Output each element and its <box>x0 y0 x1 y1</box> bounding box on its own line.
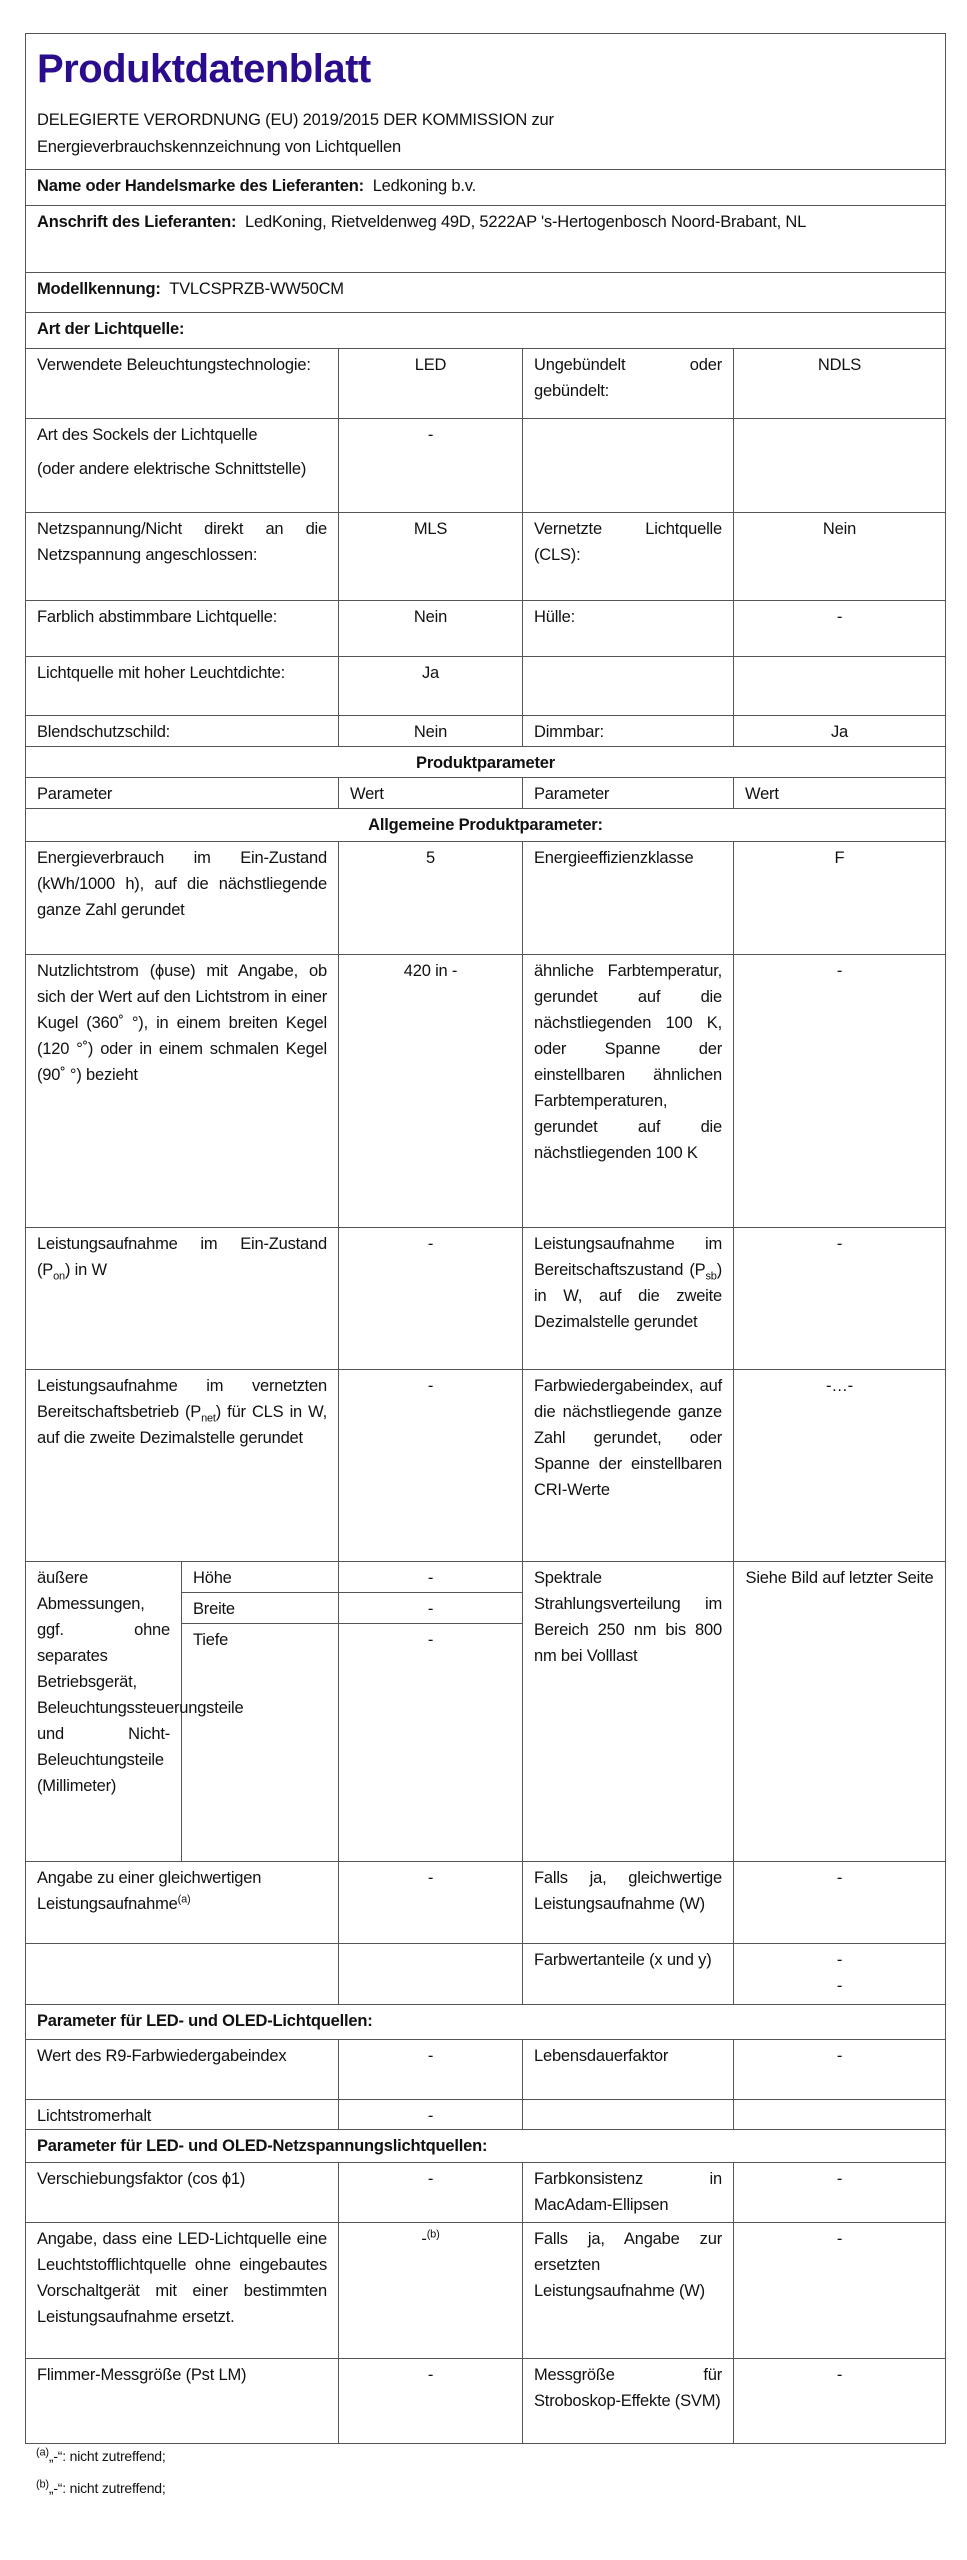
param-cell: Spektrale Strahlungsverteilung im Bereich 250 nm bis 800 nm bei Volllast <box>523 1562 734 1862</box>
value-cell: - <box>339 2359 523 2444</box>
value-cell: Nein <box>339 601 523 657</box>
param-cell <box>523 1228 734 1370</box>
param-cell: Vernetzte Lichtquelle (CLS): <box>523 513 734 601</box>
depth-value: - <box>339 1624 523 1862</box>
value-cell: 5 <box>339 842 523 955</box>
value-cell: - <box>734 2040 946 2100</box>
table-row <box>26 513 946 601</box>
param-cell: Angabe, dass eine LED-Lichtquelle eine Leuchtstofflichtquelle ohne eingebautes Vorschaltgerät mit einer bestimmten Leistungsaufnahme ersetzt. <box>26 2223 339 2359</box>
text: ) für CLS in W, auf die zweite Dezimalstelle gerundet <box>37 1403 328 1447</box>
footnote-mark: (a) <box>36 2446 49 2459</box>
value-cell <box>734 657 946 716</box>
table-row <box>26 2223 946 2359</box>
footnote-ref: (a) <box>177 1893 191 1906</box>
table-row <box>26 1370 946 1562</box>
param-cell: Flimmer-Messgröße (Pst LM) <box>26 2359 339 2444</box>
value-cell: - <box>734 955 946 1228</box>
param-cell: Energieeffizienzklasse <box>523 842 734 955</box>
value-cell: - <box>734 2223 946 2359</box>
value-cell: - <box>339 2100 523 2130</box>
param-cell: Falls ja, Angabe zur ersetzten Leistungsaufnahme (W) <box>523 2223 734 2359</box>
value-cell: F <box>734 842 946 955</box>
text: ) in W <box>64 1261 107 1279</box>
dimensions-label: äußere Abmessungen, ggf. ohne separates Betriebsgerät, Beleuchtungssteuerungsteile und Nicht-Beleuchtungsteile (Millimeter) <box>26 1562 182 1862</box>
column-header: Wert <box>734 778 946 809</box>
table-row <box>26 2163 946 2223</box>
value-cell: Siehe Bild auf letzter Seite <box>734 1562 946 1862</box>
value-cell: - <box>339 419 523 513</box>
param-cell <box>523 419 734 513</box>
subscript: net <box>201 1412 216 1425</box>
socket-label: Art des Sockels der Lichtquelle <box>37 426 258 444</box>
value-cell: LED <box>339 349 523 419</box>
param-cell <box>26 1370 339 1562</box>
value-cell: - <box>339 1370 523 1562</box>
text: Angabe zu einer gleichwertigen Leistungsaufnahme <box>37 1869 262 1913</box>
value-cell: Ja <box>734 716 946 747</box>
led-parameters-heading: Parameter für LED- und OLED-Lichtquellen: <box>26 2005 946 2040</box>
param-cell: Lebensdauerfaktor <box>523 2040 734 2100</box>
value-cell: - <box>734 1228 946 1370</box>
model-value: TVLCSPRZB-WW50CM <box>169 280 344 298</box>
supplier-name-label: Name oder Handelsmarke des Lieferanten: <box>37 177 364 195</box>
param-cell: Farbwiedergabeindex, auf die nächstliegende ganze Zahl gerundet, oder Spanne der einstellbaren CRI-Werte <box>523 1370 734 1562</box>
footnote-ref: (b) <box>426 2228 440 2241</box>
value-cell: Nein <box>734 513 946 601</box>
value-cell: - <box>734 601 946 657</box>
table-row <box>26 1862 946 1944</box>
socket-label-sub: (oder andere elektrische Schnittstelle) <box>37 460 307 478</box>
text: Leistungsaufnahme im Bereitschaftszustand (P <box>534 1235 722 1279</box>
subscript: sb <box>705 1270 717 1283</box>
supplier-address-value: LedKoning, Rietveldenweg 49D, 5222AP 's-Hertogenbosch Noord-Brabant, NL <box>245 213 807 231</box>
chromaticity-y: - <box>836 1977 843 1995</box>
table-row <box>26 716 946 747</box>
value-cell: - <box>339 1228 523 1370</box>
param-cell: Blendschutzschild: <box>26 716 339 747</box>
regulation-line-1: DELEGIERTE VERORDNUNG (EU) 2019/2015 DER KOMMISSION zur <box>37 111 554 129</box>
height-label: Höhe <box>182 1562 339 1593</box>
footnote-b <box>36 2480 166 2496</box>
table-row <box>26 1228 946 1370</box>
footnote-a <box>36 2448 166 2464</box>
table-row <box>26 1562 946 1593</box>
param-cell <box>26 1228 339 1370</box>
light-source-type-heading: Art der Lichtquelle: <box>26 313 946 349</box>
value-cell <box>734 419 946 513</box>
supplier-name-row <box>26 170 946 206</box>
param-cell: Nutzlichtstrom (ϕuse) mit Angabe, ob sich der Wert auf den Lichtstrom in einer Kugel (360˚ °), in einem breiten Kegel (120 °˚) oder in einem schmalen Kegel (90˚ °) bezieht <box>26 955 339 1228</box>
table-row <box>26 657 946 716</box>
param-cell: Messgröße für Stroboskop-Effekte (SVM) <box>523 2359 734 2444</box>
header-cell <box>26 34 946 170</box>
column-header: Wert <box>339 778 523 809</box>
param-cell: Farblich abstimmbare Lichtquelle: <box>26 601 339 657</box>
column-header: Parameter <box>523 778 734 809</box>
height-value: - <box>339 1562 523 1593</box>
text: Leistungsaufnahme im vernetzten Bereitschaftsbetrieb (P <box>37 1377 327 1421</box>
text: Leistungsaufnahme im Ein-Zustand (P <box>37 1235 327 1279</box>
param-cell: Dimmbar: <box>523 716 734 747</box>
regulation-line-2: Energieverbrauchskennzeichnung von Lichtquellen <box>37 138 401 156</box>
value-cell: NDLS <box>734 349 946 419</box>
table-row <box>26 2100 946 2130</box>
subscript: on <box>53 1270 65 1283</box>
width-label: Breite <box>182 1593 339 1624</box>
product-datasheet-table <box>25 33 946 2444</box>
footnote-mark: (b) <box>36 2478 49 2491</box>
table-row <box>26 1944 946 2005</box>
value-cell: - <box>339 2040 523 2100</box>
page-title: Produktdatenblatt <box>37 47 371 91</box>
product-parameters-heading: Produktparameter <box>26 747 946 778</box>
general-parameters-heading: Allgemeine Produktparameter: <box>26 809 946 842</box>
param-cell: Farbwertanteile (x und y) <box>523 1944 734 2005</box>
empty-cell <box>26 1944 339 2005</box>
text: ) in W, auf die zweite Dezimalstelle gerundet <box>534 1261 722 1331</box>
table-row <box>26 2359 946 2444</box>
param-cell: Lichtquelle mit hoher Leuchtdichte: <box>26 657 339 716</box>
text: - <box>421 2230 427 2248</box>
value-cell <box>734 1944 946 2005</box>
param-cell: Verschiebungsfaktor (cos ϕ1) <box>26 2163 339 2223</box>
param-cell: Energieverbrauch im Ein-Zustand (kWh/1000 h), auf die nächstliegende ganze Zahl gerundet <box>26 842 339 955</box>
model-row <box>26 273 946 313</box>
width-value: - <box>339 1593 523 1624</box>
value-cell: Ja <box>339 657 523 716</box>
value-cell: - <box>734 2359 946 2444</box>
table-row <box>26 601 946 657</box>
value-cell <box>339 2223 523 2359</box>
param-cell <box>523 657 734 716</box>
value-cell: - <box>339 2163 523 2223</box>
value-cell: 420 in - <box>339 955 523 1228</box>
value-cell: - <box>734 1862 946 1944</box>
value-cell: Nein <box>339 716 523 747</box>
table-row <box>26 419 946 513</box>
param-cell: ähnliche Farbtemperatur, gerundet auf die nächstliegenden 100 K, oder Spanne der einstellbaren ähnlichen Farbtemperaturen, gerundet auf die nächstliegenden 100 K <box>523 955 734 1228</box>
empty-cell <box>523 2100 734 2130</box>
footnote-text: „-“: nicht zutreffend; <box>48 2480 166 2496</box>
param-cell: Wert des R9-Farbwiedergabeindex <box>26 2040 339 2100</box>
param-cell: Ungebündelt oder gebündelt: <box>523 349 734 419</box>
param-cell: Lichtstromerhalt <box>26 2100 339 2130</box>
empty-cell <box>734 2100 946 2130</box>
column-header: Parameter <box>26 778 339 809</box>
param-cell: Farbkonsistenz in MacAdam-Ellipsen <box>523 2163 734 2223</box>
table-row <box>26 842 946 955</box>
value-cell: -…- <box>734 1370 946 1562</box>
param-cell: Verwendete Beleuchtungstechnologie: <box>26 349 339 419</box>
param-cell: Hülle: <box>523 601 734 657</box>
supplier-name-value: Ledkoning b.v. <box>372 177 476 195</box>
supplier-address-label: Anschrift des Lieferanten: <box>37 213 237 231</box>
table-row <box>26 955 946 1228</box>
empty-cell <box>339 1944 523 2005</box>
param-cell <box>26 419 339 513</box>
led-mains-parameters-heading: Parameter für LED- und OLED-Netzspannungslichtquellen: <box>26 2130 946 2163</box>
value-cell: - <box>339 1862 523 1944</box>
param-cell: Netzspannung/Nicht direkt an die Netzspannung angeschlossen: <box>26 513 339 601</box>
chromaticity-x: - <box>836 1951 843 1969</box>
column-header-row <box>26 778 946 809</box>
model-label: Modellkennung: <box>37 280 161 298</box>
value-cell: - <box>734 2163 946 2223</box>
table-row <box>26 2040 946 2100</box>
table-row <box>26 349 946 419</box>
depth-label: Tiefe <box>182 1624 339 1862</box>
supplier-address-row <box>26 206 946 273</box>
param-cell <box>26 1862 339 1944</box>
param-cell: Falls ja, gleichwertige Leistungsaufnahme (W) <box>523 1862 734 1944</box>
value-cell: MLS <box>339 513 523 601</box>
footnote-text: „-“: nicht zutreffend; <box>48 2448 166 2464</box>
